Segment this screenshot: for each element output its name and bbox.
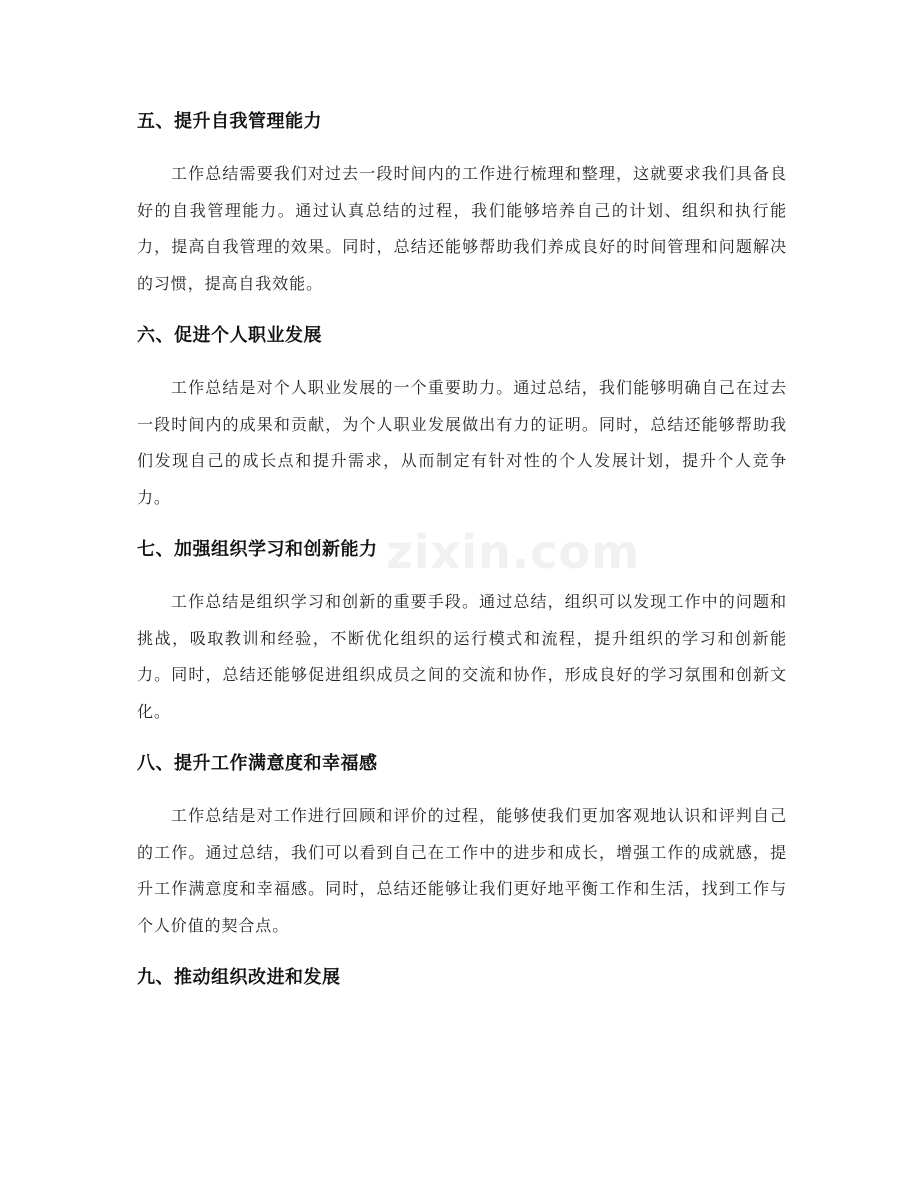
section-heading-6: 六、促进个人职业发展 <box>137 325 322 346</box>
watermark-text: zixin.com <box>386 525 641 579</box>
document-body <box>137 104 787 996</box>
section-paragraph-5: 工作总结需要我们对过去一段时间内的工作进行梳理和整理，这就要求我们具备良好的自我管理能力。通过认真总结的过程，我们能够培养自己的计划、组织和执行能力，提高自我管理的效果。同时，总结还能够帮助我们养成良好的时间管理和问题解决的习惯，提高自我效能。 <box>137 164 787 293</box>
section-heading-7: 七、加强组织学习和创新能力 <box>137 539 378 560</box>
section-paragraph-7: 工作总结是组织学习和创新的重要手段。通过总结，组织可以发现工作中的问题和挑战，吸取教训和经验，不断优化组织的运行模式和流程，提升组织的学习和创新能力。同时，总结还能够促进组织成员之间的交流和协作，形成良好的学习氛围和创新文化。 <box>137 592 787 721</box>
section-heading-5: 五、提升自我管理能力 <box>137 111 322 132</box>
section-heading-8: 八、提升工作满意度和幸福感 <box>137 753 378 774</box>
section-paragraph-8: 工作总结是对工作进行回顾和评价的过程，能够使我们更加客观地认识和评判自己的工作。通过总结，我们可以看到自己在工作中的进步和成长，增强工作的成就感，提升工作满意度和幸福感。同时，总结还能够让我们更好地平衡工作和生活，找到工作与个人价值的契合点。 <box>137 806 787 935</box>
section-paragraph-6: 工作总结是对个人职业发展的一个重要助力。通过总结，我们能够明确自己在过去一段时间内的成果和贡献，为个人职业发展做出有力的证明。同时，总结还能够帮助我们发现自己的成长点和提升需求，从而制定有针对性的个人发展计划，提升个人竞争力。 <box>137 378 787 507</box>
section-heading-9: 九、推动组织改进和发展 <box>137 967 341 988</box>
